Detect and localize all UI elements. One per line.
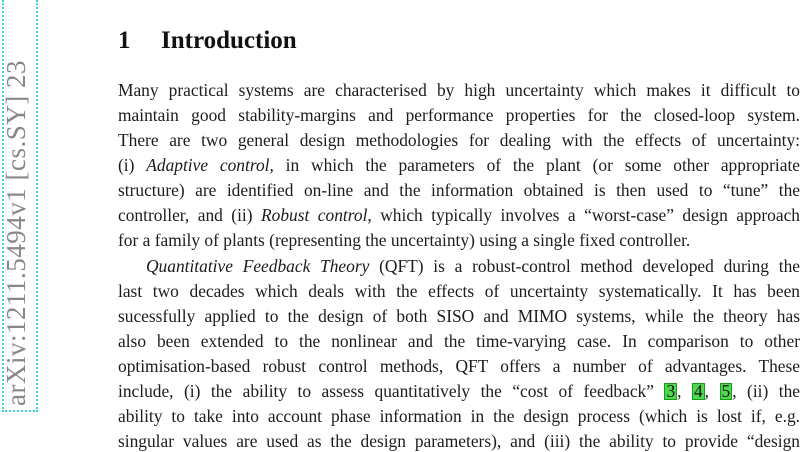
text-line: last two decades which deals with the effects of uncertainty systematically. It has been	[118, 281, 800, 301]
text-line-partial: singular values are used as the design parameters), and (iii) the ability to provide “design	[118, 431, 800, 451]
text-line: controller, and (ii) Robust control, which typically involves a “worst-case” design approach	[118, 205, 800, 225]
emphasis-robust-control: Robust control	[261, 205, 368, 225]
emphasis-adaptive-control: Adaptive control	[146, 155, 270, 175]
text-line: for a family of plants (representing the uncertainty) using a single fixed controller.	[118, 230, 691, 250]
citation-link-5[interactable]: 5	[721, 381, 731, 401]
section-number: 1	[118, 27, 131, 54]
text-line: There are two general design methodologies for dealing with the effects of uncertainty:	[118, 130, 800, 150]
citation-link-4[interactable]: 4	[693, 381, 703, 401]
text-line: Many practical systems are characterised by high uncertainty which makes it difficult to	[118, 80, 800, 100]
text-line: include, (i) the ability to assess quantitatively the “cost of feedback” 3 , 4 , 5 , (ii) the	[118, 381, 800, 401]
text-line: maintain good stability-margins and performance properties for the closed-loop system.	[118, 105, 800, 125]
text-line: sucessfully applied to the design of both SISO and MIMO systems, while the theory has	[118, 306, 800, 326]
text-line: optimisation-based robust control methods, QFT offers a number of advantages. These	[118, 356, 800, 376]
arxiv-stamp-box	[2, 0, 38, 412]
arxiv-identifier: arXiv:1211.5494v1 [cs.SY] 23	[1, 60, 31, 406]
text-line: (i) Adaptive control, in which the parameters of the plant (or some other appropriate	[118, 155, 800, 175]
citation-link-3[interactable]: 3	[666, 381, 676, 401]
text-line: Quantitative Feedback Theory (QFT) is a robust-control method developed during the	[146, 256, 800, 276]
text-line: structure) are identified on-line and the information obtained is then used to “tune” the	[118, 180, 800, 200]
emphasis-qft: Quantitative Feedback Theory	[146, 256, 370, 276]
section-title: Introduction	[161, 27, 297, 54]
text-line: ability to take into account phase information in the design process (which is lost if, e.g.	[118, 406, 800, 426]
text-line: also been extended to the nonlinear and the time-varying case. In comparison to other	[118, 331, 800, 351]
section-heading	[118, 27, 297, 55]
